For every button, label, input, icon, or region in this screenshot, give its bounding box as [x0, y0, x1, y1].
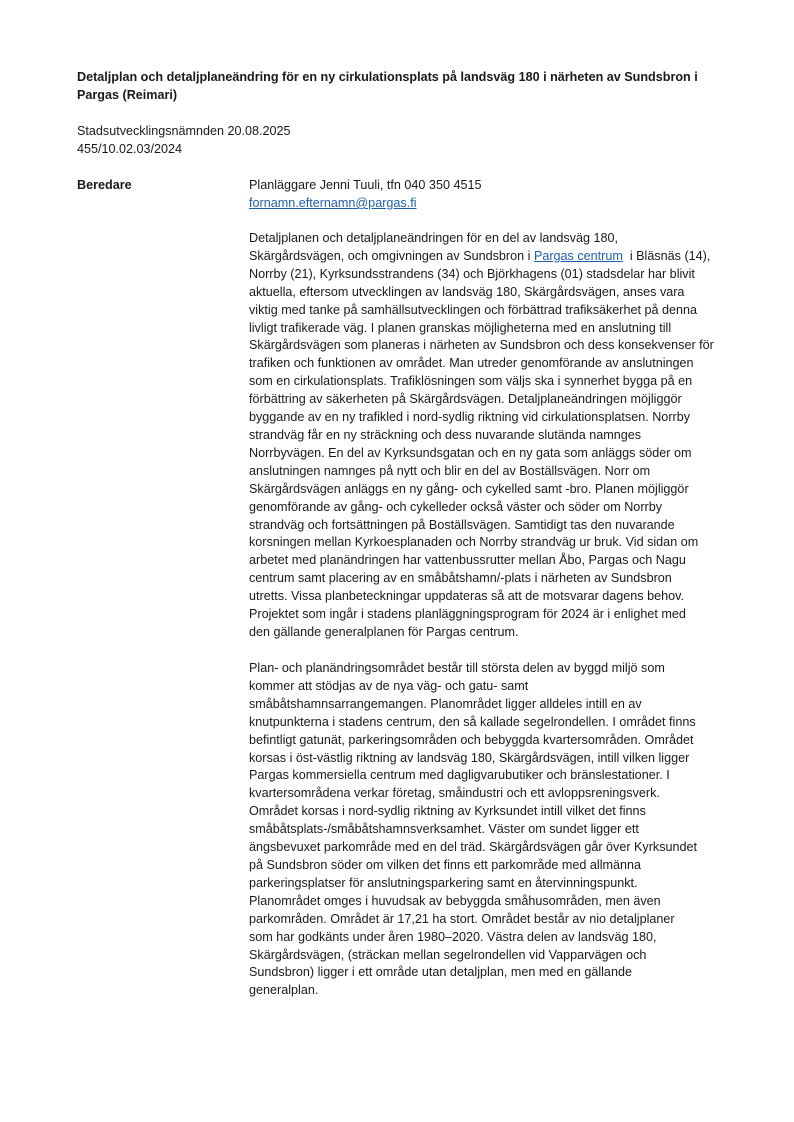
- paragraph-line: Norrby (21), Kyrksundsstrandens (34) och Björkhagens (01) stadsdelar har blivit: [249, 266, 695, 281]
- title-line: Detaljplan och detaljplaneändring för en ny cirkulationsplats på landsväg 180 i närheten av Sundsbron i: [77, 70, 698, 84]
- paragraph-line: förbättring av säkerheten på Skärgårdsvägen. Detaljplaneändringen möjliggör: [249, 392, 682, 407]
- paragraph-line: småbåtsplats-/småbåtshamnsverksamhet. Väster om sundet ligger ett: [249, 822, 639, 837]
- document-title: [77, 68, 727, 104]
- paragraph-line: Projektet som ingår i stadens planläggningsprogram för 2024 är i enlighet med: [249, 607, 686, 622]
- paragraph-line: Området korsas i nord-sydlig riktning av Kyrksundet intill vilket det finns: [249, 804, 646, 819]
- paragraph-line: Norrbyvägen. En del av Kyrksundsgatan och en ny gata som anläggs söder om: [249, 445, 692, 460]
- paragraph-plan-description: [249, 230, 719, 642]
- paragraph-line: Skärgårdsvägen anläggs en ny gång- och cykelled samt -bro. Planen möjliggör: [249, 481, 689, 496]
- paragraph-line: kvartersområdena verkar företag, småindustri och ett avloppsreningsverk.: [249, 786, 660, 801]
- title-line: Pargas (Reimari): [77, 88, 178, 102]
- paragraph-line: Pargas kommersiella centrum med dagligvarubutiker och bränslestationer. I: [249, 768, 670, 783]
- paragraph-line: strandväg får en ny sträckning och dess nuvarande slutända namnges: [249, 427, 642, 442]
- paragraph-line: Skärgårdsvägen, (sträckan mellan segelrondellen vid Vapparvägen och: [249, 947, 647, 962]
- paragraph-line: Plan- och planändringsområdet består till största delen av byggd miljö som: [249, 661, 665, 675]
- paragraph-line: Sundsbron) ligger i ett område utan detaljplan, men med en gällande: [249, 965, 632, 980]
- paragraph-line: anslutningen namnges på nytt och blir en del av Boställsvägen. Norr om: [249, 463, 651, 478]
- paragraph-line: som har godkänts under åren 1980–2020. Västra delen av landsväg 180,: [249, 929, 657, 944]
- paragraph-line: ängsbevuxet parkområde med en del träd. Skärgårdsvägen går över Kyrksundet: [249, 840, 698, 855]
- preparer-label: Beredare: [77, 178, 132, 192]
- paragraph-line: korsas i öst-västlig riktning av landsväg 180, Skärgårdsvägen, intill vilken ligger: [249, 750, 690, 765]
- paragraph-line: trafiken och funktionen av området. Man utreder genomförande av anslutningen: [249, 356, 694, 371]
- paragraph-line: utretts. Vissa planbeteckningar uppdateras så att de motsvarar dagens behov.: [249, 589, 684, 604]
- paragraph-line: generalplan.: [249, 983, 319, 998]
- paragraph-text: i Bläsnäs (14),: [622, 248, 711, 263]
- paragraph-line: småbåtshamnsarrangemangen. Planområdet ligger alldeles intill en av: [249, 696, 642, 711]
- paragraph-line: korsningen mellan Kyrkoesplanaden och Norrby strandväg ur bruk. Vid sidan om: [249, 535, 699, 550]
- paragraph-line: centrum samt placering av en småbåtshamn/-plats i närheten av Sundsbron: [249, 571, 672, 586]
- preparer-contact: [249, 176, 481, 212]
- paragraph-line: [249, 248, 719, 266]
- case-number: 455/10.02.03/2024: [77, 142, 183, 156]
- paragraph-line: på Sundsbron söder om vilken det finns ett parkområde med allmänna: [249, 857, 642, 872]
- paragraph-line: parkområden. Området är 17,21 ha stort. Området består av nio detaljplaner: [249, 911, 675, 926]
- meeting-meta: [77, 122, 291, 158]
- paragraph-area-description: [249, 660, 719, 1000]
- paragraph-line: aktuella, eftersom utvecklingen av landsväg 180, Skärgårdsvägen, anses vara: [249, 284, 685, 299]
- paragraph-text: Skärgårdsvägen, och omgivningen av Sundsbron i: [249, 248, 534, 263]
- meeting-committee-date: Stadsutvecklingsnämnden 20.08.2025: [77, 124, 291, 138]
- paragraph-line: parkeringsplatser för anslutningsparkering samt en återvinningspunkt.: [249, 875, 638, 890]
- paragraph-line: Detaljplanen och detaljplaneändringen för en del av landsväg 180,: [249, 231, 618, 245]
- paragraph-line: byggande av en ny trafikled i nord-sydlig riktning vid cirkulationsplatsen. Norrby: [249, 410, 691, 425]
- paragraph-line: Skärgårdsvägen som planeras i närheten av Sundsbron och dess konsekvenser för: [249, 338, 714, 353]
- preparer-name-phone: Planläggare Jenni Tuuli, tfn 040 350 4515: [249, 178, 482, 192]
- paragraph-line: den gällande generalplanen för Pargas centrum.: [249, 624, 519, 639]
- paragraph-line: befintligt gatunät, parkeringsområden och bebyggda kvartersområden. Området: [249, 732, 694, 747]
- paragraph-line: viktig med tanke på samhällsutvecklingen och förbättrad trafiksäkerhet på denna: [249, 302, 698, 317]
- pargas-centrum-link[interactable]: Pargas centrum: [533, 248, 623, 263]
- paragraph-line: livligt trafikerade väg. I planen granskas möjligheterna med en anslutning till: [249, 320, 672, 335]
- paragraph-line: som en cirkulationsplats. Trafiklösningen som väljs ska i synnerhet bygga på en: [249, 374, 693, 389]
- paragraph-line: arbetet med planändringen har vattenbussrutter mellan Åbo, Pargas och Nagu: [249, 553, 686, 568]
- paragraph-line: kommer att stödjas av de nya väg- och gatu- samt: [249, 678, 529, 693]
- paragraph-line: strandväg och fortsättningen på Boställsvägen. Samtidigt tas den nuvarande: [249, 517, 675, 532]
- paragraph-line: genomförande av gång- och cykelleder också väster och söder om Norrby: [249, 499, 663, 514]
- paragraph-line: knutpunkterna i stadens centrum, den så kallade segelrondellen. I området finns: [249, 714, 696, 729]
- preparer-email-link[interactable]: fornamn.efternamn@pargas.fi: [249, 196, 417, 210]
- paragraph-line: Planområdet omges i huvudsak av bebyggda småhusområden, men även: [249, 893, 661, 908]
